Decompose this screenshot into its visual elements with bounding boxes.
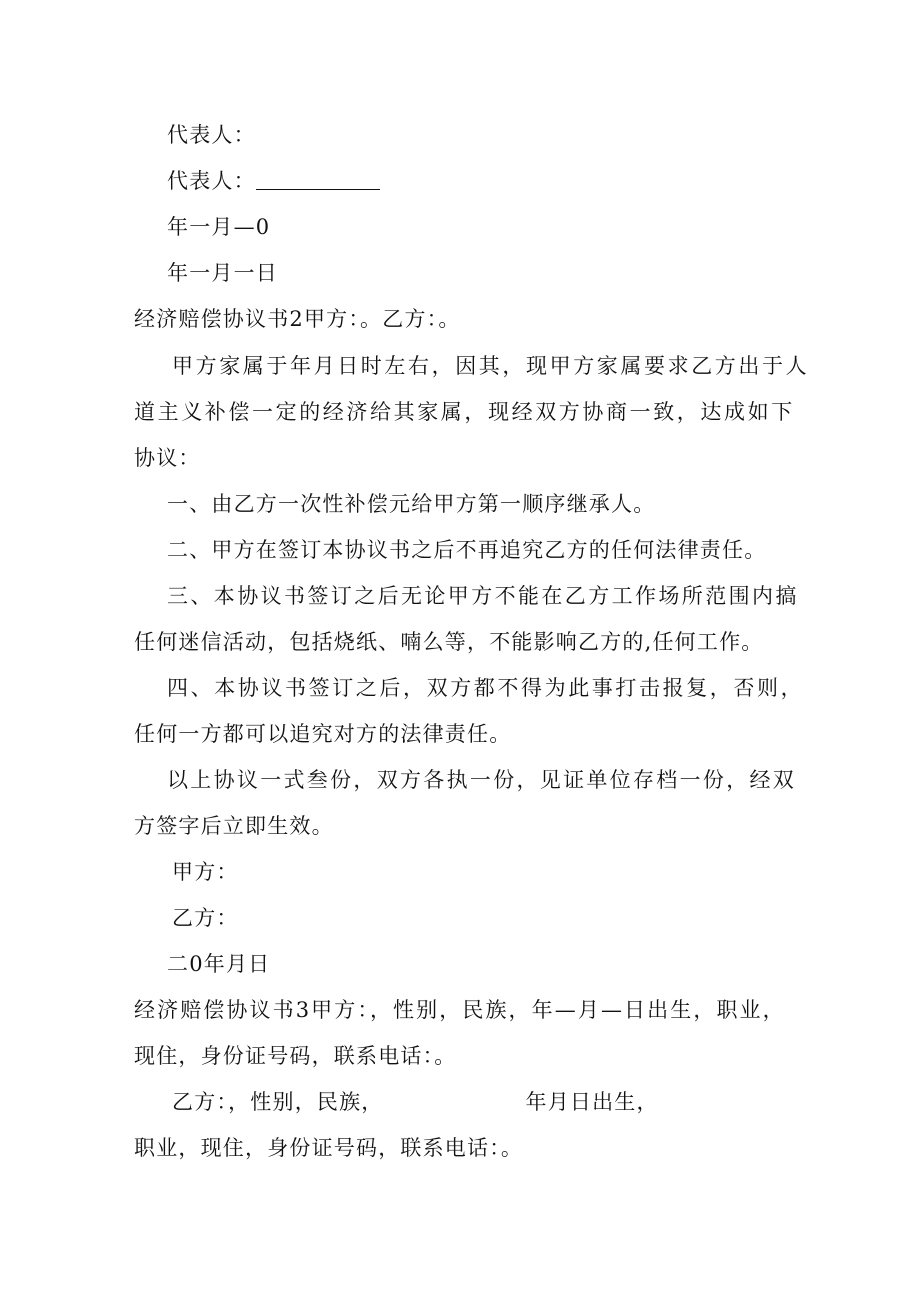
party-b-text: 乙方：，性别，民族，	[172, 1090, 384, 1114]
date-text: 二0年月日	[167, 952, 271, 976]
clause-4	[167, 673, 804, 703]
paragraph-text: 以上协议一式叁份，双方各执一份，见证单位存档一份，经双	[167, 768, 797, 792]
clause-3-continued	[134, 627, 763, 657]
clause-text: 任何一方都可以追究对方的法律责任。	[134, 722, 512, 746]
agreement-3-party-b-continued	[134, 1133, 523, 1163]
party-a-label: 甲方：	[172, 860, 239, 884]
heading-text: 经济赔偿协议书2甲方：。乙方：。	[134, 307, 461, 331]
representative-line	[167, 120, 256, 150]
date-text: 年一月一日	[167, 261, 278, 285]
party-b-label: 乙方：	[172, 906, 239, 930]
paragraph-text: 方签字后立即生效。	[134, 814, 334, 838]
paragraph-text: 协议：	[134, 446, 201, 470]
clause-text: 一、由乙方一次性补偿元给甲方第一顺序继承人。	[167, 492, 656, 516]
date-text: 年一月—0	[167, 215, 271, 239]
agreement-3-heading-continued	[134, 1041, 457, 1071]
paragraph-text: 道主义补偿一定的经济给其家属，现经双方协商一致，达成如下	[134, 400, 795, 424]
paragraph-line	[134, 397, 795, 427]
clause-text: 任何迷信活动，包括烧纸、喃么等，不能影响乙方的,任何工作。	[134, 630, 764, 654]
clause-4-continued	[134, 719, 511, 749]
party-b-signature	[172, 903, 239, 933]
agreement-3-heading	[134, 995, 786, 1025]
signature-blank	[256, 169, 380, 190]
representative-signature-line	[167, 166, 380, 196]
paragraph-line	[172, 351, 809, 381]
clause-2	[167, 535, 766, 565]
clause-text: 四、本协议书签订之后，双方都不得为此事打击报复，否则，	[167, 676, 805, 700]
representative-label: 代表人：	[167, 169, 256, 193]
paragraph-line	[134, 443, 201, 473]
heading-text: 经济赔偿协议书3甲方：，性别，民族，年—月—日出生，职业，	[134, 998, 786, 1022]
closing-paragraph-continued	[134, 811, 334, 841]
party-b-text: 年月日出生，	[525, 1090, 659, 1114]
date-line	[167, 212, 270, 242]
clause-3	[167, 581, 799, 611]
closing-paragraph	[167, 765, 796, 795]
clause-text: 三、本协议书签订之后无论甲方不能在乙方工作场所范围内搞	[167, 584, 799, 608]
clause-1	[167, 489, 655, 519]
date-line	[167, 258, 278, 288]
agreement-3-party-b	[172, 1087, 659, 1117]
agreement-date	[167, 949, 270, 979]
representative-label: 代表人：	[167, 123, 256, 147]
clause-text: 二、甲方在签订本协议书之后不再追究乙方的任何法律责任。	[167, 538, 767, 562]
paragraph-text: 甲方家属于年月日时左右，因其，现甲方家属要求乙方出于人	[172, 354, 810, 378]
party-a-signature	[172, 857, 239, 887]
party-b-text: 职业，现住，身份证号码，联系电话：。	[134, 1136, 524, 1160]
agreement-2-heading	[134, 304, 461, 334]
heading-text: 现住，身份证号码，联系电话：。	[134, 1044, 457, 1068]
